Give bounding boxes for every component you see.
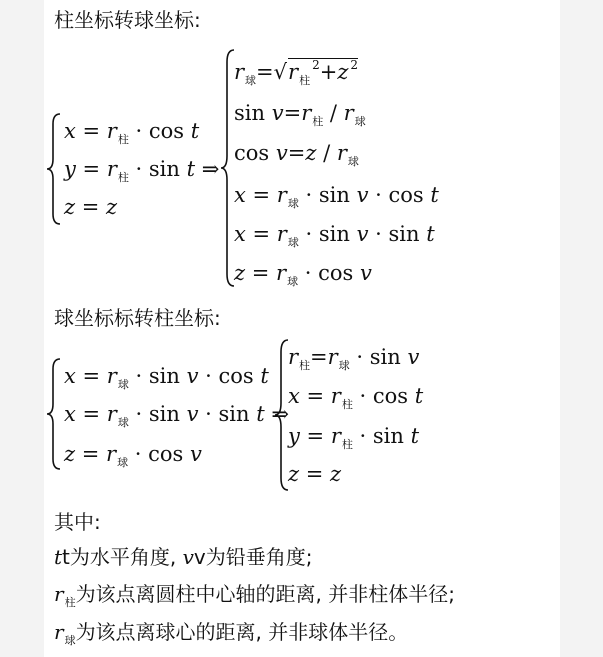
notes-r-sphere: $r_球$为该点离球心的距离, 并非球体半径。: [54, 620, 409, 647]
notes-title: 其中:: [54, 510, 101, 534]
section2-left-eq-1: $x = r_球 \cdot \sin v \cdot \cos t$: [64, 364, 269, 391]
section1-left-eq-3: z = z: [64, 195, 118, 219]
section1-right-eq-1: $r_球=√r_柱^2+z$ $^2$: [234, 58, 359, 87]
section2-right-eq-3: $y = r_柱 \cdot \sin t$: [288, 424, 420, 451]
section1-right-eq-3: $\cos v=z / r_球$: [234, 141, 359, 168]
notes-angles: tt为水平角度, vv为铅垂角度;: [54, 545, 313, 569]
notes-r-cyl-label: 为该点离圆柱中心轴的距离, 并非柱体半径;: [75, 582, 456, 606]
section2-right-eq-1: $r_柱=r_球 \cdot \sin v$: [288, 345, 420, 372]
section1-left-eq-1: $x = r_柱 \cdot \cos t$: [64, 119, 200, 146]
section1-right-eq-2: $\sin v=r_柱 / r_球$: [234, 101, 366, 128]
notes-t-label: t为水平角度,: [62, 545, 183, 569]
section1-right-eq-5: $x = r_球 \cdot \sin v \cdot \sin t$: [234, 222, 435, 249]
section2-left-eq-3: $z = r_球 \cdot \cos v$: [64, 442, 202, 469]
section2-right-eq-4: z = z: [288, 462, 342, 486]
section2-left-brace: [46, 357, 62, 471]
notes-v-label: v为铅垂角度;: [193, 545, 313, 569]
section1-right-eq-4: $x = r_球 \cdot \sin v \cdot \cos t$: [234, 183, 439, 210]
section2-left-eq-2: $x = r_球 \cdot \sin v \cdot \sin t$ ⇒: [64, 402, 289, 429]
section1-left-brace: [46, 112, 62, 226]
section2-right-eq-2: $x = r_柱 \cdot \cos t$: [288, 384, 424, 411]
formula-card: [44, 0, 560, 657]
section2-heading: 球坐标标转柱坐标:: [54, 306, 221, 330]
section1-left-eq-2: $y = r_柱 \cdot \sin t$ ⇒: [64, 157, 220, 184]
notes-r-sph-label: 为该点离球心的距离, 并非球体半径。: [75, 620, 409, 644]
section1-right-eq-6: $z = r_球 \cdot \cos v$: [234, 261, 372, 288]
section1-heading: 柱坐标转球坐标:: [54, 8, 201, 32]
notes-r-cylinder: $r_柱$为该点离圆柱中心轴的距离, 并非柱体半径;: [54, 582, 456, 609]
